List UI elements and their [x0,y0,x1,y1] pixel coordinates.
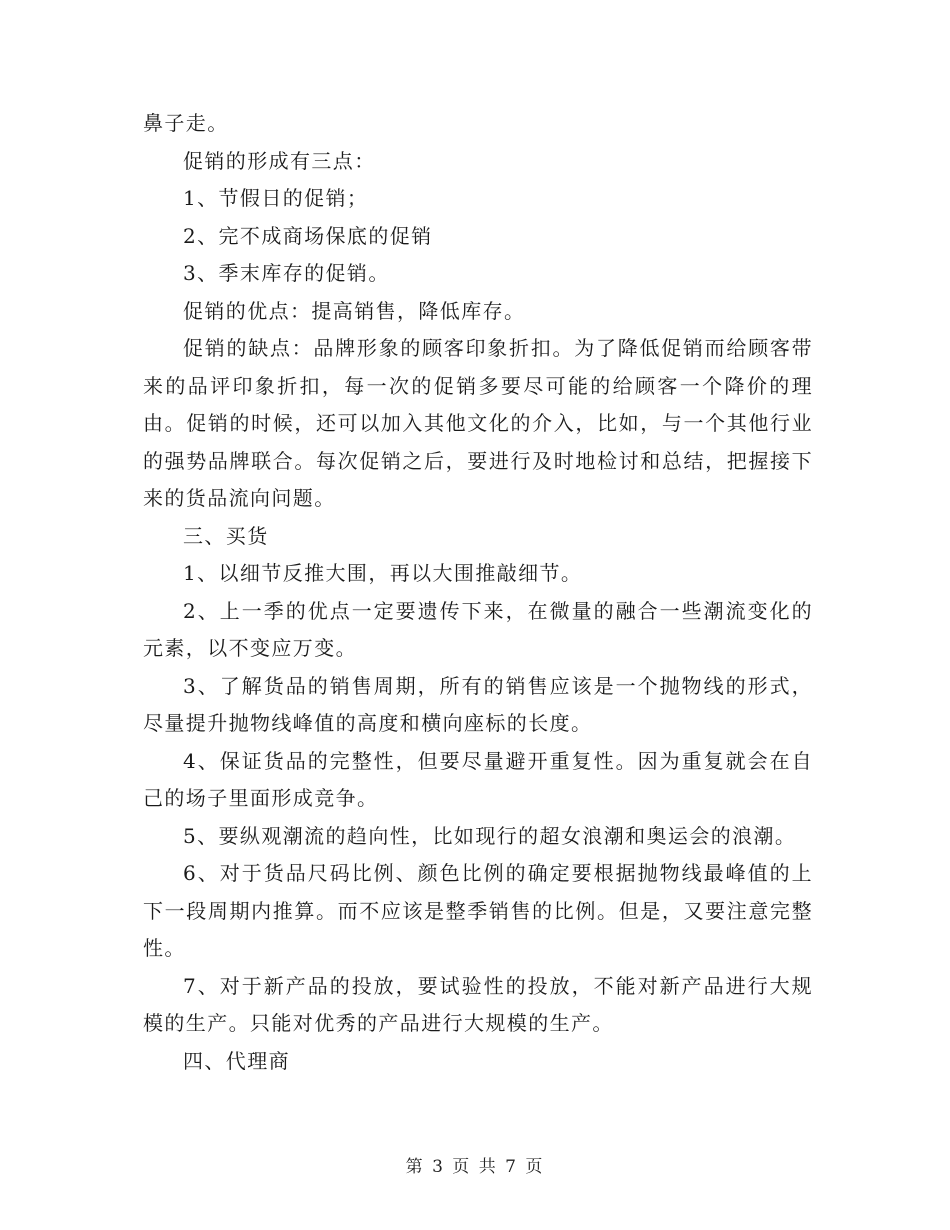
document-body [143,105,813,1080]
list-item-promotion-2: 2、完不成商场保底的促销 [183,223,433,248]
list-item-buying-6: 6、对于货品尺码比例、颜色比例的确定要根据抛物线最峰值的上下一段周期内推算。而不应该是整季销售的比例。但是，又要注意完整性。 [143,861,813,960]
list-item-buying-7: 7、对于新产品的投放，要试验性的投放，不能对新产品进行大规模的生产。只能对优秀的产品进行大规模的生产。 [143,973,813,1035]
list-item-promotion-1: 1、节假日的促销； [183,186,369,210]
list-item-buying-3: 3、了解货品的销售周期，所有的销售应该是一个抛物线的形式，尽量提升抛物线峰值的高度和横向座标的长度。 [143,673,813,735]
paragraph-promotion-forms-intro: 促销的形成有三点： [183,148,376,173]
section-heading-buying: 三、买货 [183,523,269,548]
paragraph-continuation: 鼻子走。 [143,111,229,135]
list-item-buying-4: 4、保证货品的完整性，但要尽量避开重复性。因为重复就会在自己的场子里面形成竞争。 [143,748,813,810]
paragraph-promotion-advantages: 促销的优点：提高销售，降低库存。 [183,298,526,323]
list-item-buying-1: 1、以细节反推大围，再以大围推敲细节。 [183,561,583,585]
section-heading-agents: 四、代理商 [183,1048,290,1073]
list-item-buying-2: 2、上一季的优点一定要遗传下来，在微量的融合一些潮流变化的元素，以不变应万变。 [143,598,813,660]
paragraph-promotion-disadvantages: 促销的缺点：品牌形象的顾客印象折扣。为了降低促销而给顾客带来的品评印象折扣，每一次的促销多要尽可能的给顾客一个降价的理由。促销的时候，还可以加入其他文化的介入，比如，与一个其他行业的强势品牌联合。每次促销之后，要进行及时地检讨和总结，把握接下来的货品流向问题。 [143,336,813,510]
page-number-footer: 第 3 页 共 7 页 [405,1157,545,1177]
list-item-buying-5: 5、要纵观潮流的趋向性，比如现行的超女浪潮和奥运会的浪潮。 [183,823,797,848]
list-item-promotion-3: 3、季末库存的促销。 [183,261,390,285]
